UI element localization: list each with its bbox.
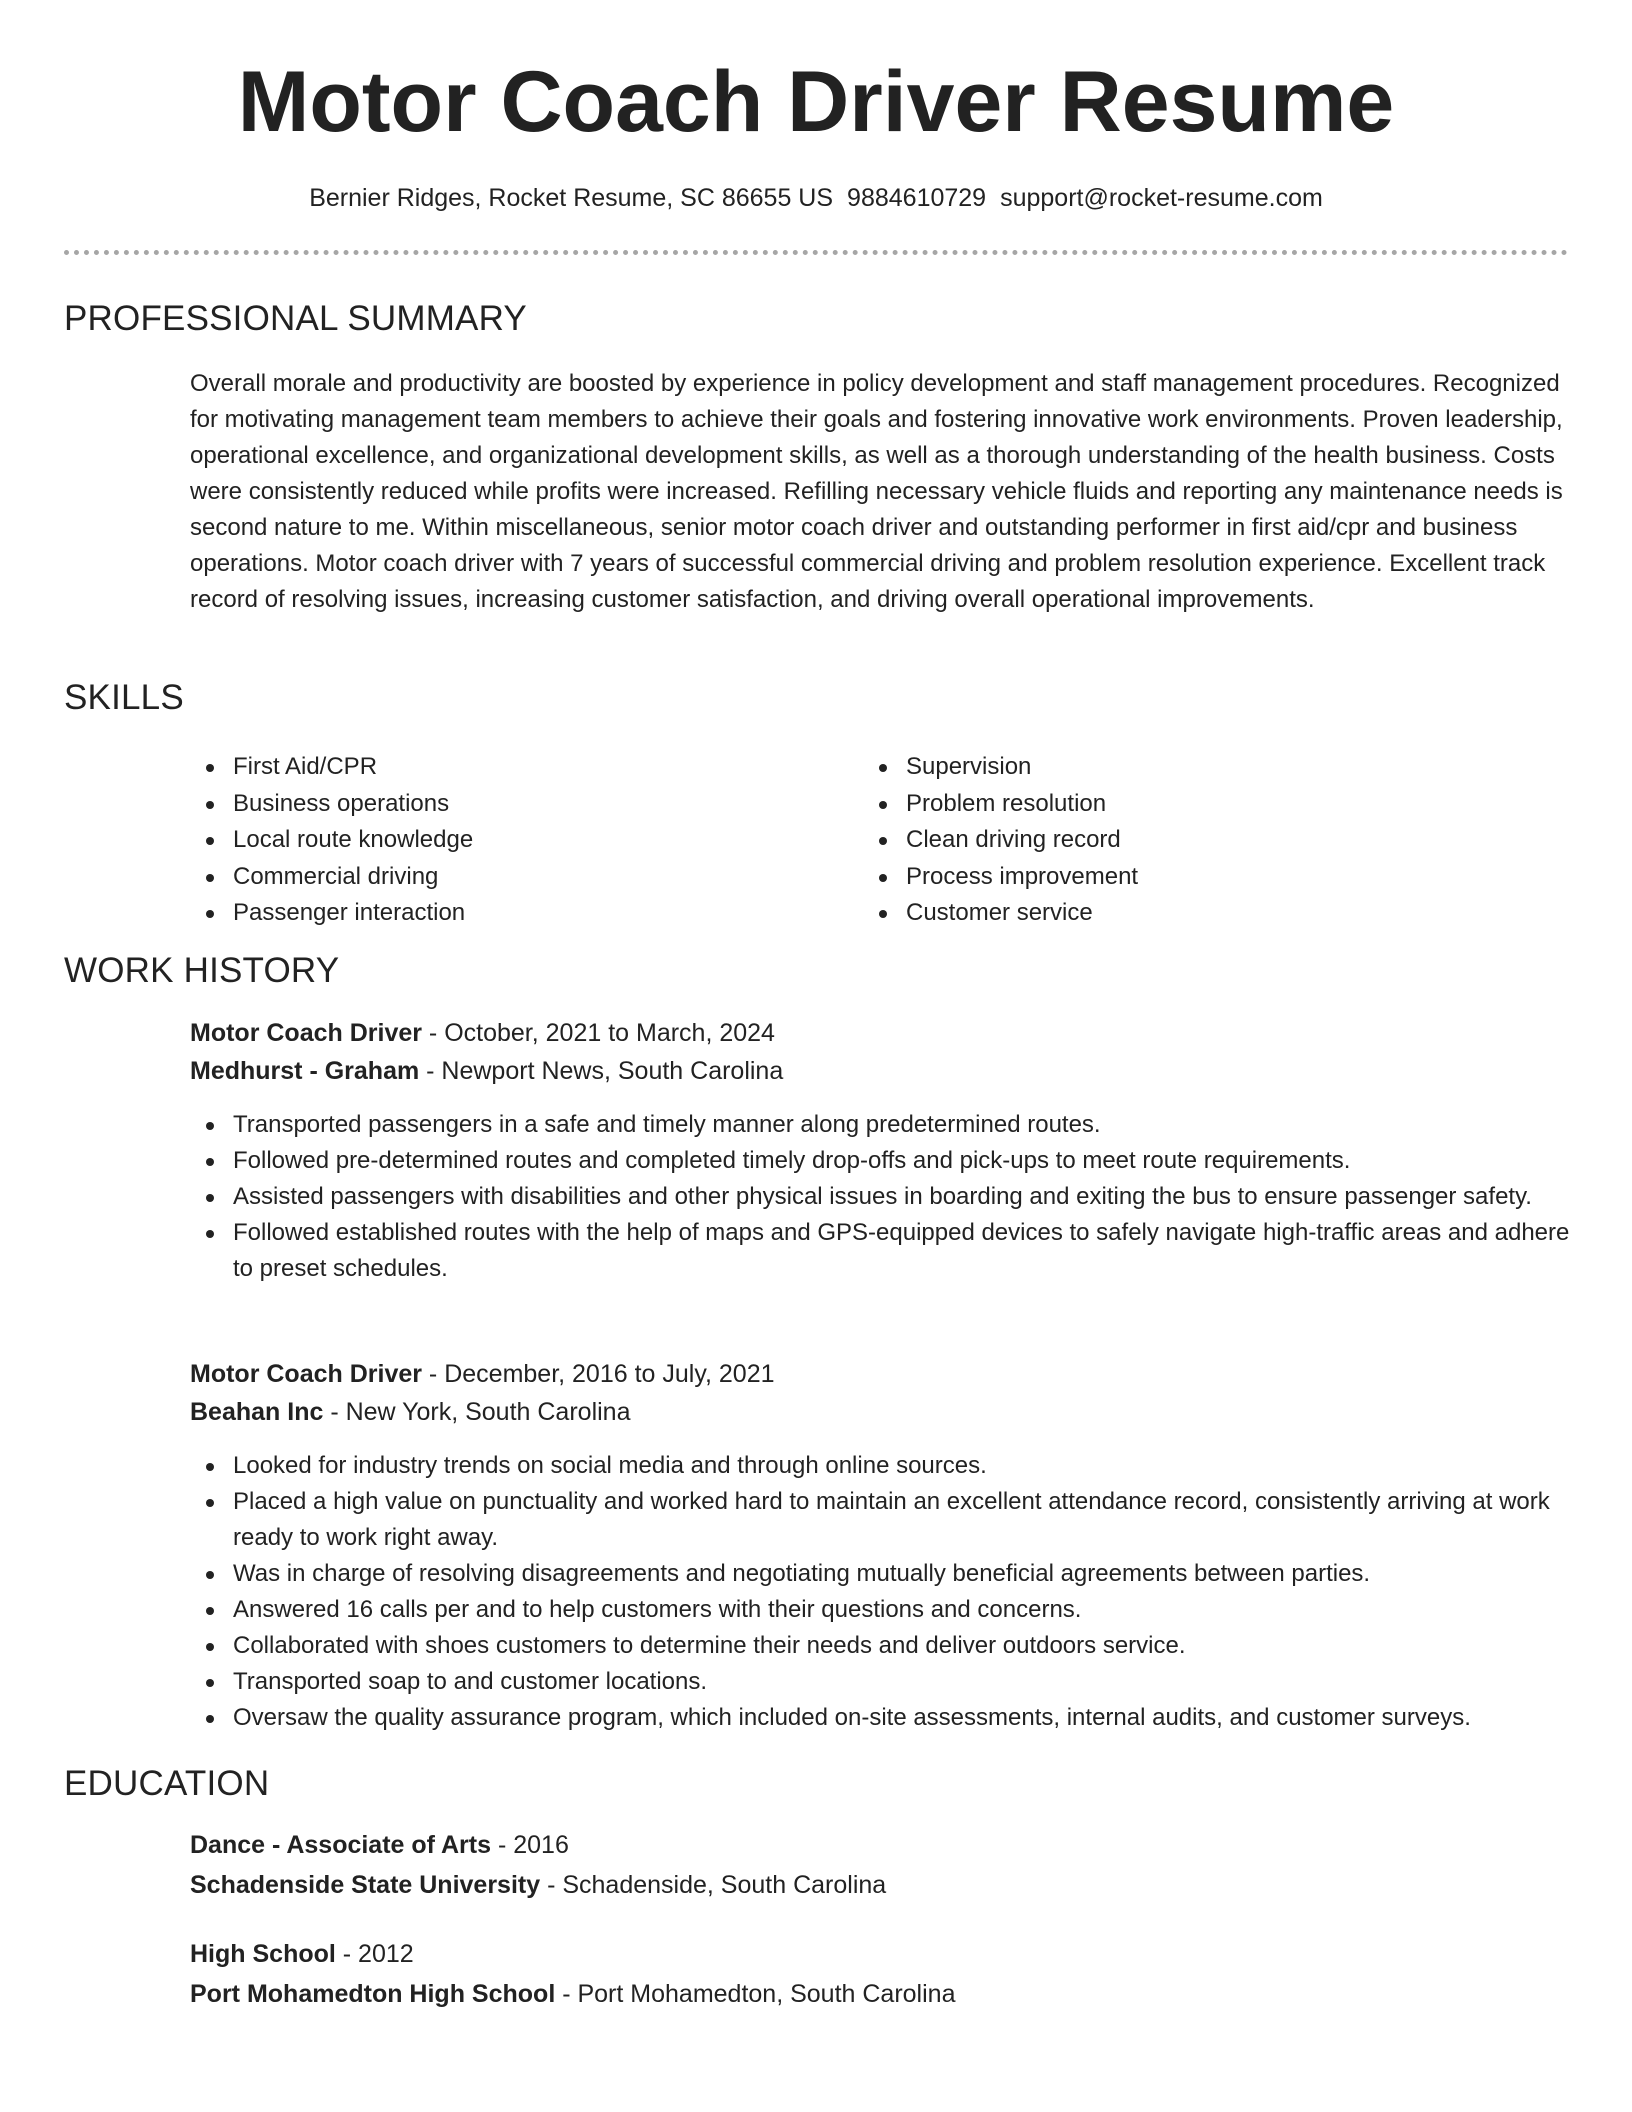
job-bullet: Collaborated with shoes customers to determine their needs and deliver outdoors service. <box>233 1628 1573 1664</box>
contact-phone: 9884610729 <box>847 184 987 212</box>
job-company-line <box>190 1052 783 1090</box>
skill-item: Process improvement <box>906 859 1138 896</box>
education-location: - Schadenside, South Carolina <box>540 1871 887 1899</box>
skill-item: Problem resolution <box>906 786 1138 823</box>
education-year: - 2012 <box>335 1940 414 1968</box>
skills-heading: SKILLS <box>64 678 184 717</box>
skill-item: Passenger interaction <box>233 895 473 932</box>
skill-item: Supervision <box>906 749 1138 786</box>
skill-item: First Aid/CPR <box>233 749 473 786</box>
education-degree-line <box>190 1826 569 1864</box>
summary-heading: PROFESSIONAL SUMMARY <box>64 299 527 338</box>
skills-list-left <box>233 749 473 932</box>
education-year: - 2016 <box>491 1831 569 1859</box>
contact-line <box>0 182 1632 214</box>
job-dates: - October, 2021 to March, 2024 <box>421 1019 775 1047</box>
job-dates: - December, 2016 to July, 2021 <box>421 1360 775 1388</box>
job-bullet: Transported passengers in a safe and timely manner along predetermined routes. <box>233 1107 1573 1143</box>
header-divider <box>64 250 1568 255</box>
job-bullet: Oversaw the quality assurance program, which included on-site assessments, internal audits, and customer surveys. <box>233 1700 1573 1736</box>
job-company-line <box>190 1393 630 1431</box>
job-bullet: Assisted passengers with disabilities and other physical issues in boarding and exiting the bus to ensure passenger safety. <box>233 1179 1573 1215</box>
job-location: - Newport News, South Carolina <box>419 1057 784 1085</box>
summary-text: Overall morale and productivity are boosted by experience in policy development and staff management procedures. Recognized for motivating management team members to achieve their goals and fostering innovative work environments. Proven leadership, operational excellence, and organizational development skills, as well as a thorough understanding of the health business. Costs were consistently reduced while profits were increased. Refilling necessary vehicle fluids and reporting any maintenance needs is second nature to me. Within miscellaneous, senior motor coach driver and outstanding performer in first aid/cpr and business operations. Motor coach driver with 7 years of successful commercial driving and problem resolution experience. Excellent track record of resolving issues, increasing customer satisfaction, and driving overall operational improvements. <box>190 370 1563 613</box>
skill-item: Customer service <box>906 895 1138 932</box>
job-title: Motor Coach Driver <box>190 1360 422 1388</box>
job-bullet: Answered 16 calls per and to help customers with their questions and concerns. <box>233 1592 1573 1628</box>
education-heading: EDUCATION <box>64 1764 270 1803</box>
education-degree: High School <box>190 1940 336 1968</box>
education-degree: Dance - Associate of Arts <box>190 1831 492 1859</box>
skills-list-right <box>906 749 1138 932</box>
job-bullet: Placed a high value on punctuality and worked hard to maintain an excellent attendance record, consistently arriving at work ready to work right away. <box>233 1484 1573 1556</box>
job-title-line <box>190 1355 775 1393</box>
job-bullet: Followed pre-determined routes and completed timely drop-offs and pick-ups to meet route requirements. <box>233 1143 1573 1179</box>
education-degree-line <box>190 1935 414 1973</box>
contact-address: Bernier Ridges, Rocket Resume, SC 86655 US <box>309 184 834 212</box>
job-title: Motor Coach Driver <box>190 1019 422 1047</box>
job-bullet: Followed established routes with the help of maps and GPS-equipped devices to safely navigate high-traffic areas and adhere to preset schedules. <box>233 1215 1573 1287</box>
skill-item: Commercial driving <box>233 859 473 896</box>
skill-item: Local route knowledge <box>233 822 473 859</box>
contact-email: support@rocket-resume.com <box>1000 184 1323 212</box>
job-company: Beahan Inc <box>190 1398 324 1426</box>
skill-item: Business operations <box>233 786 473 823</box>
job-bullet: Transported soap to and customer locations. <box>233 1664 1573 1700</box>
education-location: - Port Mohamedton, South Carolina <box>555 1980 956 2008</box>
education-school-line <box>190 1866 886 1904</box>
job-title-line <box>190 1014 775 1052</box>
job-bullet: Looked for industry trends on social media and through online sources. <box>233 1448 1573 1484</box>
job-bullet: Was in charge of resolving disagreements and negotiating mutually beneficial agreements between parties. <box>233 1556 1573 1592</box>
education-school-line <box>190 1975 955 2013</box>
job-bullets <box>233 1448 1573 1736</box>
resume-title: Motor Coach Driver Resume <box>237 54 1395 150</box>
job-bullets <box>233 1107 1573 1287</box>
job-company: Medhurst - Graham <box>190 1057 420 1085</box>
skill-item: Clean driving record <box>906 822 1138 859</box>
education-school: Schadenside State University <box>190 1871 541 1899</box>
job-location: - New York, South Carolina <box>323 1398 631 1426</box>
education-school: Port Mohamedton High School <box>190 1980 556 2008</box>
work-heading: WORK HISTORY <box>64 951 340 990</box>
